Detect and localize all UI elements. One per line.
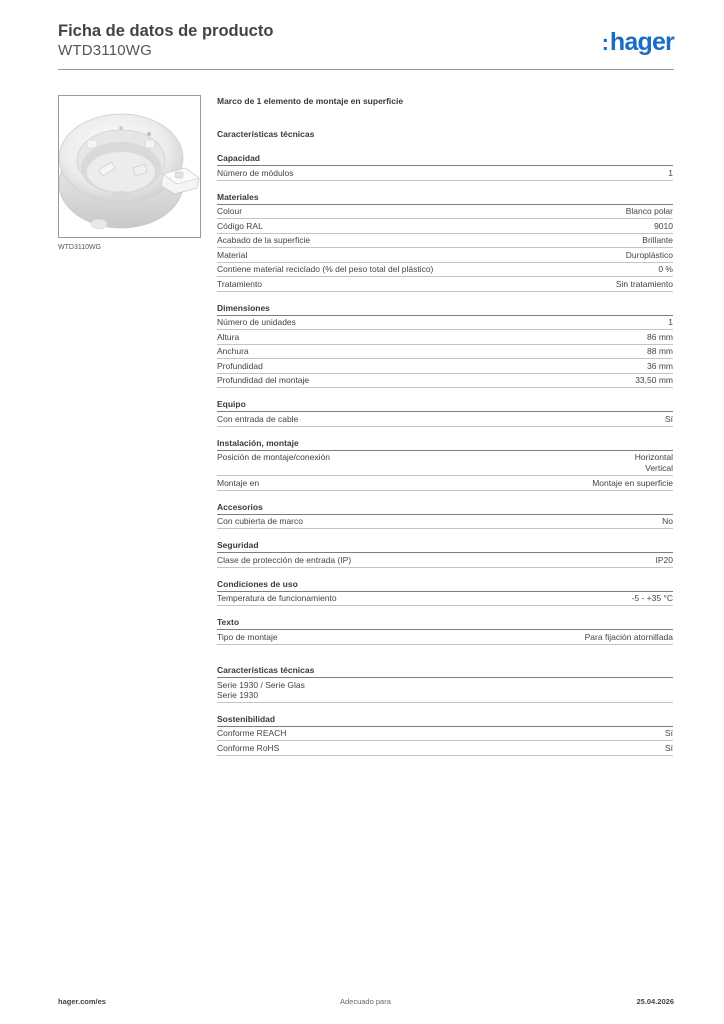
section-title: Seguridad [217,540,673,553]
spec-value [647,346,673,357]
spec-value [668,317,673,328]
document-date: 25.04.2026 [636,997,674,1006]
spec-value [632,593,673,604]
section-title: Sostenibilidad [217,714,673,727]
spec-value-line: 9010 [654,220,673,231]
spec-section [217,399,673,427]
spec-row [217,263,673,278]
spec-value [626,250,673,261]
spec-label: Código RAL [217,220,263,231]
spec-value [665,414,673,425]
spec-value: Sí [664,742,673,753]
spec-row [217,727,673,742]
spec-value [647,361,673,372]
spec-value-line: 36 mm [647,360,673,371]
spec-label: Clase de protección de entrada (IP) [217,554,352,565]
series-line: Serie 1930 / Serie Glas [217,679,305,690]
spec-row [217,205,673,220]
document-header [58,22,674,70]
section-title: Texto [217,617,673,630]
spec-section [217,579,673,607]
spec-row [217,412,673,427]
spec-section [217,540,673,568]
spec-row [217,166,673,181]
spec-row [217,277,673,292]
spec-row [217,234,673,249]
spec-value [658,264,673,275]
spec-section [217,502,673,530]
spec-row [217,592,673,607]
spec-value [585,632,673,643]
series-line: Serie 1930 [217,689,259,700]
spec-label: Contiene material reciclado (% del peso total del plástico) [217,264,434,274]
spec-value-line: Vertical [645,463,673,473]
spec-row [217,248,673,263]
spec-row [217,374,673,389]
spec-value-line: -5 - +35 °C [631,593,673,603]
spec-sections [217,153,673,645]
spec-value-line: 88 mm [647,346,673,356]
spec-row [217,359,673,374]
spec-section [217,438,673,491]
image-caption: WTD3110WG [58,244,102,251]
spec-label: Acabado de la superficie [217,235,311,245]
spec-value-line: Sin tratamiento [615,278,673,289]
website-link[interactable]: hager.com/es [58,997,106,1006]
spec-row [217,219,673,234]
spec-label: Con entrada de cable [217,413,299,424]
spec-value-line: Blanco polar [625,206,673,216]
spec-value [656,555,674,566]
spec-label: Profundidad del montaje [217,375,310,385]
spec-label: Conforme RoHS [217,742,280,753]
spec-value-line: Brillante [642,235,673,245]
spec-value-line: 33,50 mm [635,375,673,385]
spec-value-line: No [662,516,673,526]
spec-value [654,221,673,232]
spec-label: Tratamiento [217,278,263,289]
spec-row [217,345,673,360]
section-title: Instalación, montaje [217,438,673,451]
spec-value [592,478,673,489]
technical-characteristics-heading: Características técnicas [217,129,315,139]
spec-value [626,206,673,217]
spec-value [635,375,673,386]
spec-row [217,553,673,568]
spec-label: Temperatura de funcionamiento [217,593,337,603]
spec-value-line: Para fijación atornillada [584,631,673,642]
spec-section [217,153,673,181]
spec-label: Colour [217,206,243,216]
spec-value: Sí [664,728,673,738]
spec-label: Montaje en [217,477,260,488]
spec-row [217,316,673,331]
section-title: Equipo [217,399,673,412]
spec-label: Anchura [217,346,249,356]
surface-frame-illustration [59,96,201,238]
spec-row [217,451,673,477]
spec-row [217,630,673,645]
spec-section [217,303,673,389]
section-title: Accesorios [217,502,673,515]
spec-label: Material [217,249,248,260]
spec-value-line: 1 [668,317,673,327]
spec-value-line: Sí [664,413,673,424]
spec-label: Profundidad [217,360,263,371]
spec-value [668,168,673,179]
spec-label: Número de unidades [217,317,296,327]
spec-value [642,235,673,246]
spec-row [217,476,673,491]
spec-row [217,741,673,756]
spec-value [616,279,673,290]
sustainability-section [217,714,673,756]
spec-value-line: Duroplástico [625,249,673,260]
spec-value [635,452,673,474]
spec-label: Con cubierta de marco [217,516,303,526]
hager-logo-text: hager [609,28,674,56]
product-image [58,95,201,238]
spec-label: Tipo de montaje [217,631,278,642]
spec-value-line: Horizontal [634,452,673,462]
spec-label: Altura [217,331,240,342]
spec-section [217,617,673,645]
spec-value [647,332,673,343]
spec-row [217,330,673,345]
spec-value-line: 1 [668,167,673,178]
section-title: Dimensiones [217,303,673,316]
extra-characteristics-section [217,665,673,703]
spec-value [662,516,673,527]
product-reference: WTD3110WG [58,42,153,59]
spec-label: Conforme REACH [217,728,287,738]
spec-value-line: Montaje en superficie [592,477,673,488]
section-title: Condiciones de uso [217,579,673,592]
section-title: Materiales [217,192,673,205]
spec-section [217,192,673,292]
spec-value-line: IP20 [655,554,673,565]
spec-value-line: 0 % [658,264,673,274]
section-title: Capacidad [217,153,673,166]
hager-logo [602,28,674,57]
spec-row [217,515,673,530]
spec-value-line: 86 mm [647,331,673,342]
product-name: Marco de 1 elemento de montaje en superficie [217,96,404,106]
hager-logo-prefix: : [601,30,609,55]
footer-suitable-for: Adecuado para [340,997,391,1006]
product-specifications [217,96,673,756]
series-list [217,678,673,703]
spec-label: Posición de montaje/conexión [217,452,330,462]
spec-label: Número de módulos [217,167,294,178]
document-title: Ficha de datos de producto [58,22,274,40]
section-title: Características técnicas [217,665,673,678]
